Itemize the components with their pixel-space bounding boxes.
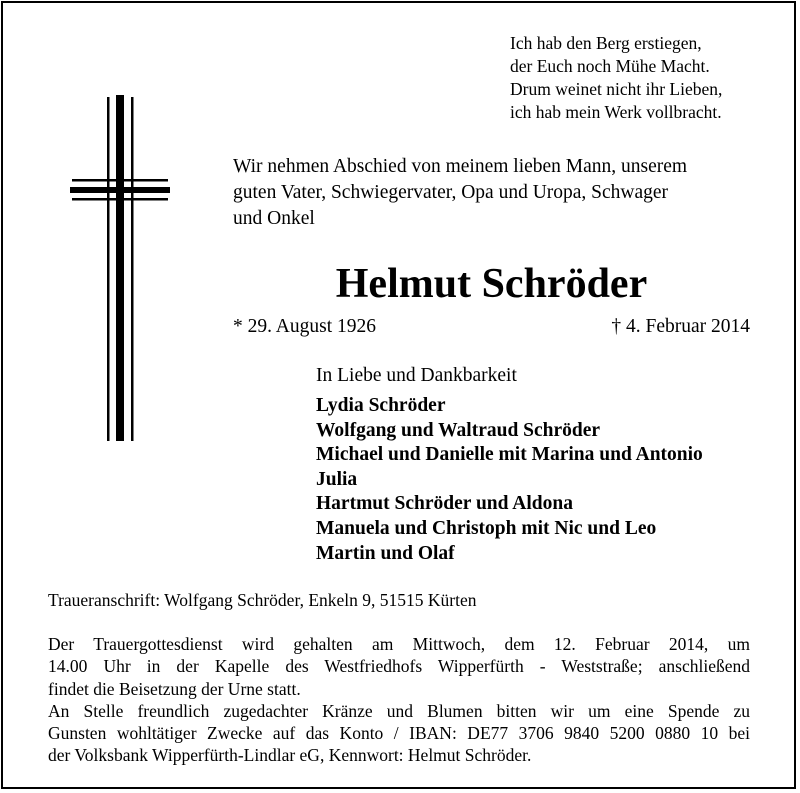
poem-line: Drum weinet nicht ihr Lieben, [510,79,723,99]
mourner-name: Wolfgang und Waltraud Schröder [316,419,601,441]
mourner-name: Martin und Olaf [316,542,455,564]
farewell-text [233,154,773,232]
service-line: An Stelle freundlich zugedachter Kränze und Blumen bitten wir um eine Spende zu [48,700,750,721]
mourning-address: Traueranschrift: Wolfgang Schröder, Enkeln 9, 51515 Kürten [48,590,477,610]
service-line: Der Trauergottesdienst wird gehalten am Mittwoch, dem 12. Februar 2014, um [48,634,750,654]
mourner-name: Manuela und Christoph mit Nic und Leo [316,517,657,539]
deceased-name: Helmut Schröder [335,261,648,307]
farewell-line: Wir nehmen Abschied von meinem lieben Mann, unserem [233,156,688,177]
poem-line: ich hab mein Werk vollbracht. [510,102,722,122]
service-line: findet die Beisetzung der Urne statt. [48,678,301,699]
service-details [48,633,750,767]
mourners-list [316,394,703,566]
mourner-name: Michael und Danielle mit Marina und Antonio [316,444,703,466]
mourner-name: Hartmut Schröder und Aldona [316,493,573,515]
poem-line: der Euch noch Mühe Macht. [510,56,710,76]
poem [510,32,722,124]
farewell-line: guten Vater, Schwiegervater, Opa und Uropa, Schwager [233,182,669,203]
birth-date: * 29. August 1926 [233,316,377,337]
mourner-name: Lydia Schröder [316,395,446,416]
mourner-name: Julia [316,468,358,490]
service-line: 14.00 Uhr in der Kapelle des Westfriedhofs Wipperfürth - Weststraße; anschließend [48,656,750,677]
service-line: Gunsten wohltätiger Zwecke auf das Konto / IBAN: DE77 3706 9840 5200 0880 10 bei [48,723,750,744]
poem-line: Ich hab den Berg erstiegen, [510,33,702,53]
service-line: der Volksbank Wipperfürth-Lindlar eG, Kennwort: Helmut Schröder. [48,745,532,766]
death-date: † 4. Februar 2014 [611,316,750,337]
farewell-line: und Onkel [233,208,315,229]
mourners-heading: In Liebe und Dankbarkeit [316,365,517,386]
